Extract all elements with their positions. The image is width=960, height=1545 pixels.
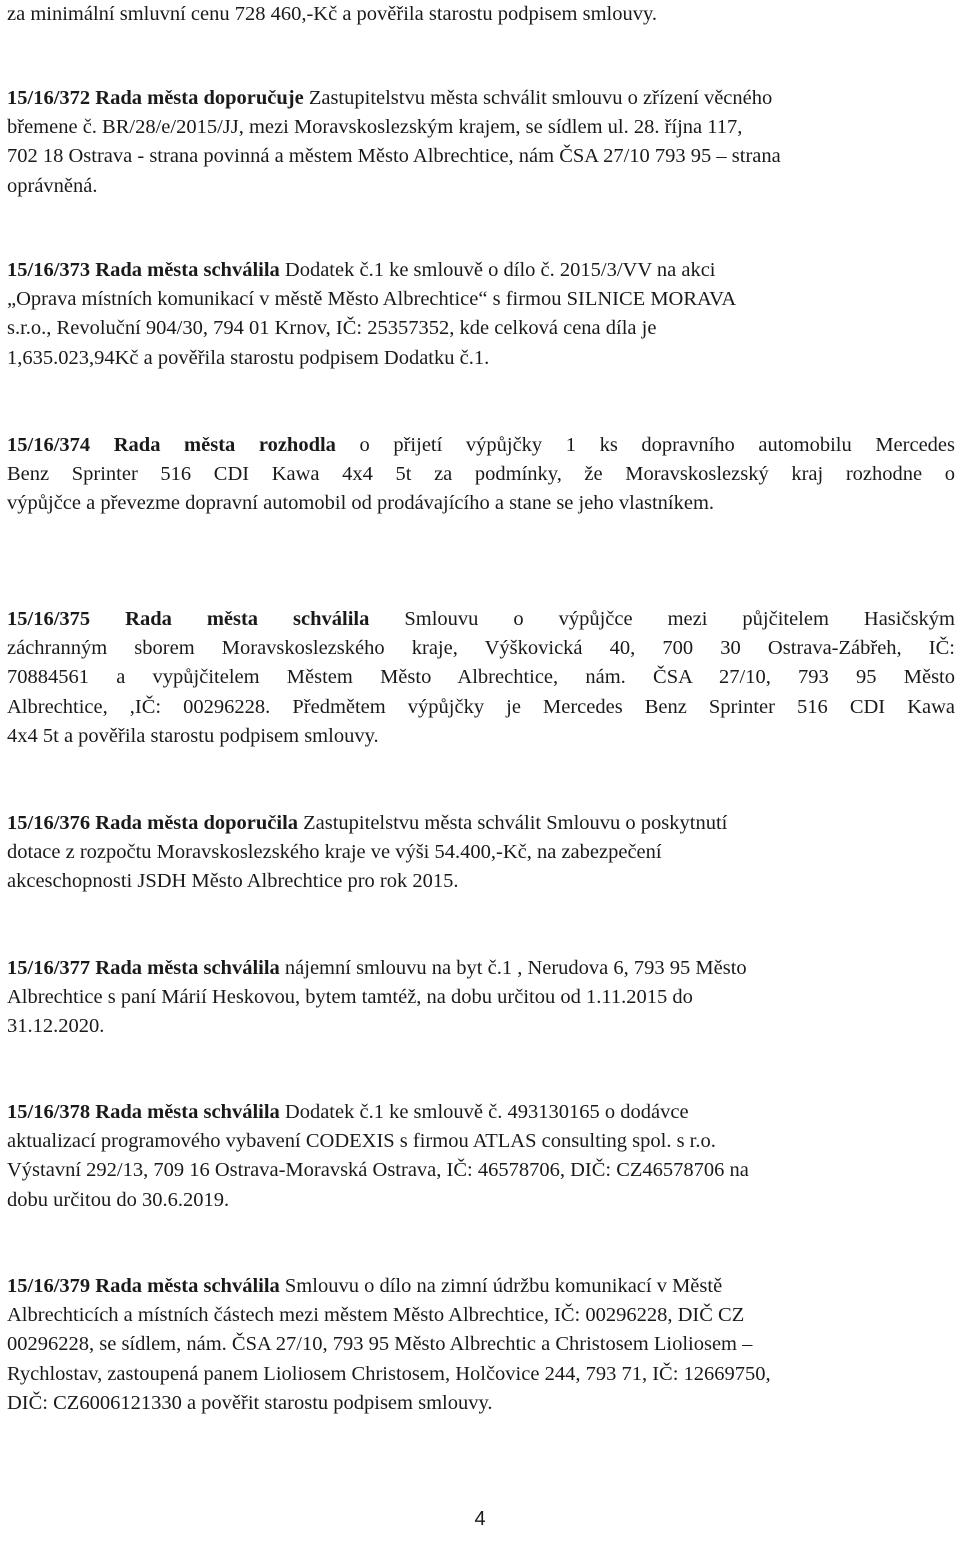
resolution-377 [7,954,955,1042]
paragraph-line: aktualizací programového vybavení CODEXIS s firmou ATLAS consulting spol. s r.o. [7,1130,716,1153]
paragraph-line: 4x4 5t a pověřila starostu podpisem smlouvy. [7,724,379,747]
paragraph-line: Výstavní 292/13, 709 16 Ostrava-Moravská Ostrava, IČ: 46578706, DIČ: CZ46578706 na [7,1159,749,1182]
resolution-verb: Rada města schválila [95,1275,280,1297]
paragraph-line: Albrechtice, ,IČ: 00296228. Předmětem výpůjčky je Mercedes Benz Sprinter 516 CDI Kawa [7,695,955,718]
resolution-verb: Rada města schválila [95,259,280,281]
continuation-paragraph [7,0,955,29]
resolution-verb: Rada města rozhodla [113,434,336,456]
paragraph-line: Zastupitelstvu města schválit smlouvu o zřízení věcného [303,87,773,109]
paragraph-line: s.r.o., Revoluční 904/30, 794 01 Krnov, IČ: 25357352, kde celková cena díla je [7,317,657,340]
resolution-number: 15/16/372 [7,87,91,109]
paragraph-line: výpůjčce a převezme dopravní automobil od prodávajícího a stane se jeho vlastníkem. [7,492,715,515]
resolution-378 [7,1098,955,1215]
paragraph-line: břemene č. BR/28/e/2015/JJ, mezi Moravskoslezským krajem, se sídlem ul. 28. října 117, [7,116,743,139]
paragraph-line: 702 18 Ostrava - strana povinná a městem Město Albrechtice, nám ČSA 27/10 793 95 – strana [7,145,781,168]
paragraph-line: Smlouvu o výpůjčce mezi půjčitelem Hasičským [369,608,956,630]
paragraph-line: Albrechticích a místních částech mezi městem Město Albrechtice, IČ: 00296228, DIČ CZ [7,1304,745,1327]
resolution-number: 15/16/379 [7,1275,91,1297]
paragraph-line: Albrechtice s paní Márií Heskovou, bytem tamtéž, na dobu určitou od 1.11.2015 do [7,986,693,1009]
paragraph-line: Benz Sprinter 516 CDI Kawa 4x4 5t za podmínky, že Moravskoslezský kraj rozhodne o [7,463,955,486]
paragraph-line: „Oprava místních komunikací v městě Město Albrechtice“ s firmou SILNICE MORAVA [7,288,737,311]
resolution-number: 15/16/375 [7,608,91,630]
paragraph-line: dobu určitou do 30.6.2019. [7,1188,230,1211]
paragraph-line: akceschopnosti JSDH Město Albrechtice pro rok 2015. [7,870,459,893]
resolution-verb: Rada města schválila [95,957,280,979]
paragraph-line: DIČ: CZ6006121330 a pověřit starostu podpisem smlouvy. [7,1391,493,1414]
paragraph-line: Dodatek č.1 ke smlouvě č. 493130165 o dodávce [279,1101,689,1123]
paragraph-line: Smlouvu o dílo na zimní údržbu komunikací v Městě [279,1275,723,1297]
resolution-379 [7,1272,955,1418]
resolution-number: 15/16/376 [7,812,91,834]
resolution-verb: Rada města schválila [95,1101,280,1123]
resolution-verb: Rada města schválila [125,608,370,630]
paragraph-line: o přijetí výpůjčky 1 ks dopravního automobilu Mercedes [335,434,956,456]
paragraph-line: dotace z rozpočtu Moravskoslezského kraje ve výši 54.400,-Kč, na zabezpečení [7,841,662,864]
paragraph-line: za minimální smluvní cenu 728 460,-Kč a pověřila starostu podpisem smlouvy. [7,3,658,25]
paragraph-line: 00296228, se sídlem, nám. ČSA 27/10, 793 95 Město Albrechtic a Christosem Lioliosem – [7,1333,753,1356]
paragraph-line: 70884561 a vypůjčitelem Městem Město Albrechtice, nám. ČSA 27/10, 793 95 Město [7,666,955,689]
paragraph-line: Rychlostav, zastoupená panem Lioliosem Christosem, Holčovice 244, 793 71, IČ: 12669750, [7,1362,771,1385]
paragraph-line: 1,635.023,94Kč a pověřila starostu podpisem Dodatku č.1. [7,346,490,369]
resolution-number: 15/16/373 [7,259,91,281]
resolution-373 [7,256,955,373]
resolution-376 [7,809,955,897]
resolution-number: 15/16/377 [7,957,91,979]
resolution-number: 15/16/378 [7,1101,91,1123]
resolution-number: 15/16/374 [7,434,91,456]
resolution-verb: Rada města doporučuje [95,87,304,109]
resolution-374 [7,431,955,519]
paragraph-line: nájemní smlouvu na byt č.1 , Nerudova 6, 793 95 Město [279,957,747,979]
page-number: 4 [474,1508,486,1530]
paragraph-line: Dodatek č.1 ke smlouvě o dílo č. 2015/3/VV na akci [279,259,716,281]
paragraph-line: oprávněná. [7,174,98,197]
resolution-372 [7,84,955,201]
paragraph-line: Zastupitelstvu města schválit Smlouvu o poskytnutí [298,812,728,834]
resolution-375 [7,605,955,751]
paragraph-line: záchranným sborem Moravskoslezského kraje, Výškovická 40, 700 30 Ostrava-Zábřeh, IČ: [7,637,955,660]
resolution-verb: Rada města doporučila [95,812,299,834]
paragraph-line: 31.12.2020. [7,1015,105,1038]
